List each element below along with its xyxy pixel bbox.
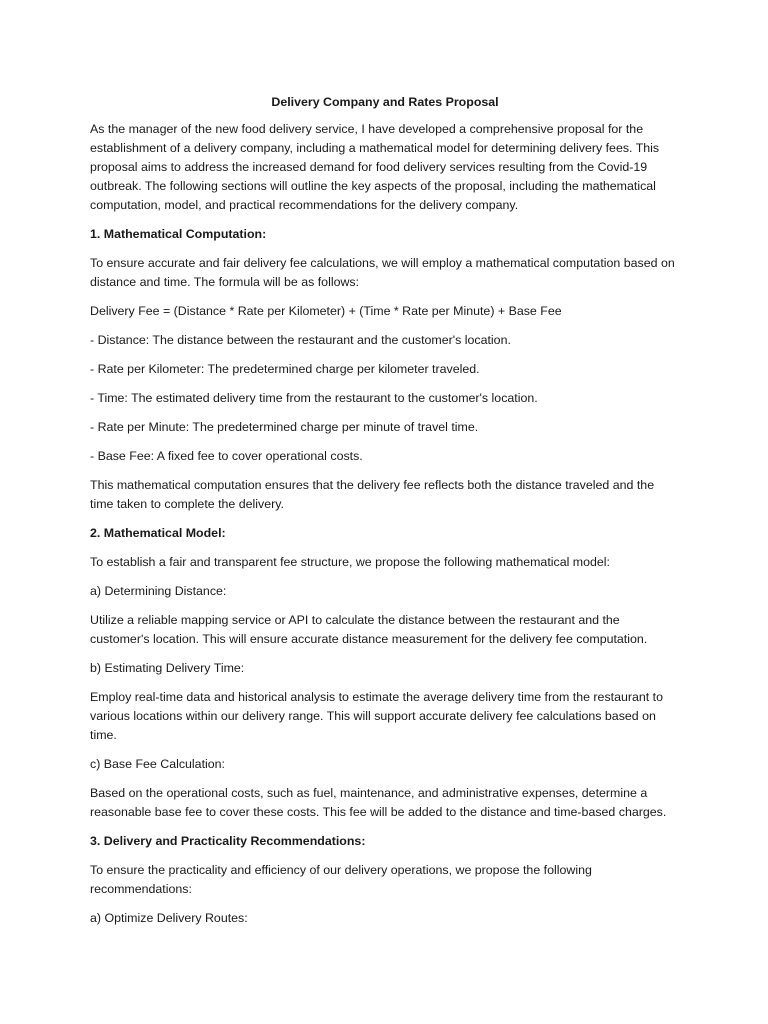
formula-item-base-fee: - Base Fee: A fixed fee to cover operational costs. [90,449,363,463]
section-2-sub-b-text: Employ real-time data and historical analysis to estimate the average delivery time from the restaurant to various locations within our delivery range. This will support accurate delivery fee calculations based on time. [90,690,663,742]
section-3-heading: 3. Delivery and Practicality Recommendations: [90,834,366,848]
section-2-intro: To establish a fair and transparent fee structure, we propose the following mathematical model: [90,555,610,569]
section-2-sub-c-text: Based on the operational costs, such as fuel, maintenance, and administrative expenses, determine a reasonable base fee to cover these costs. This fee will be added to the distance and time-based charges. [90,786,667,819]
section-2-sub-a-text: Utilize a reliable mapping service or API to calculate the distance between the restaurant and the customer's location. This will ensure accurate distance measurement for the delivery fee computation. [90,613,648,646]
intro-paragraph: As the manager of the new food delivery service, I have developed a comprehensive proposal for the establishment of a delivery company, including a mathematical model for determining delivery fees. This proposal aims to address the increased demand for food delivery services resulting from the Covid-19 outbreak. The following sections will outline the key aspects of the proposal, including the mathematical computation, model, and practical recommendations for the delivery company. [90,122,660,212]
document-body [90,93,680,938]
section-2-sub-b-label: b) Estimating Delivery Time: [90,661,245,675]
formula-item-rate-per-minute: - Rate per Minute: The predetermined charge per minute of travel time. [90,420,479,434]
formula-item-distance: - Distance: The distance between the restaurant and the customer's location. [90,333,511,347]
document-title: Delivery Company and Rates Proposal [271,95,499,109]
section-2-sub-a-label: a) Determining Distance: [90,584,227,598]
section-2-sub-c-label: c) Base Fee Calculation: [90,757,225,771]
formula-item-rate-per-km: - Rate per Kilometer: The predetermined charge per kilometer traveled. [90,362,480,376]
formula-item-time: - Time: The estimated delivery time from the restaurant to the customer's location. [90,391,538,405]
delivery-fee-formula: Delivery Fee = (Distance * Rate per Kilometer) + (Time * Rate per Minute) + Base Fee [90,304,562,318]
section-3-sub-a-label: a) Optimize Delivery Routes: [90,911,248,925]
section-1-conclusion: This mathematical computation ensures that the delivery fee reflects both the distance traveled and the time taken to complete the delivery. [90,478,655,511]
section-2-heading: 2. Mathematical Model: [90,526,226,540]
section-1-heading: 1. Mathematical Computation: [90,227,267,241]
section-1-intro: To ensure accurate and fair delivery fee calculations, we will employ a mathematical computation based on distance and time. The formula will be as follows: [90,256,675,289]
section-3-intro: To ensure the practicality and efficiency of our delivery operations, we propose the following recommendations: [90,863,592,896]
